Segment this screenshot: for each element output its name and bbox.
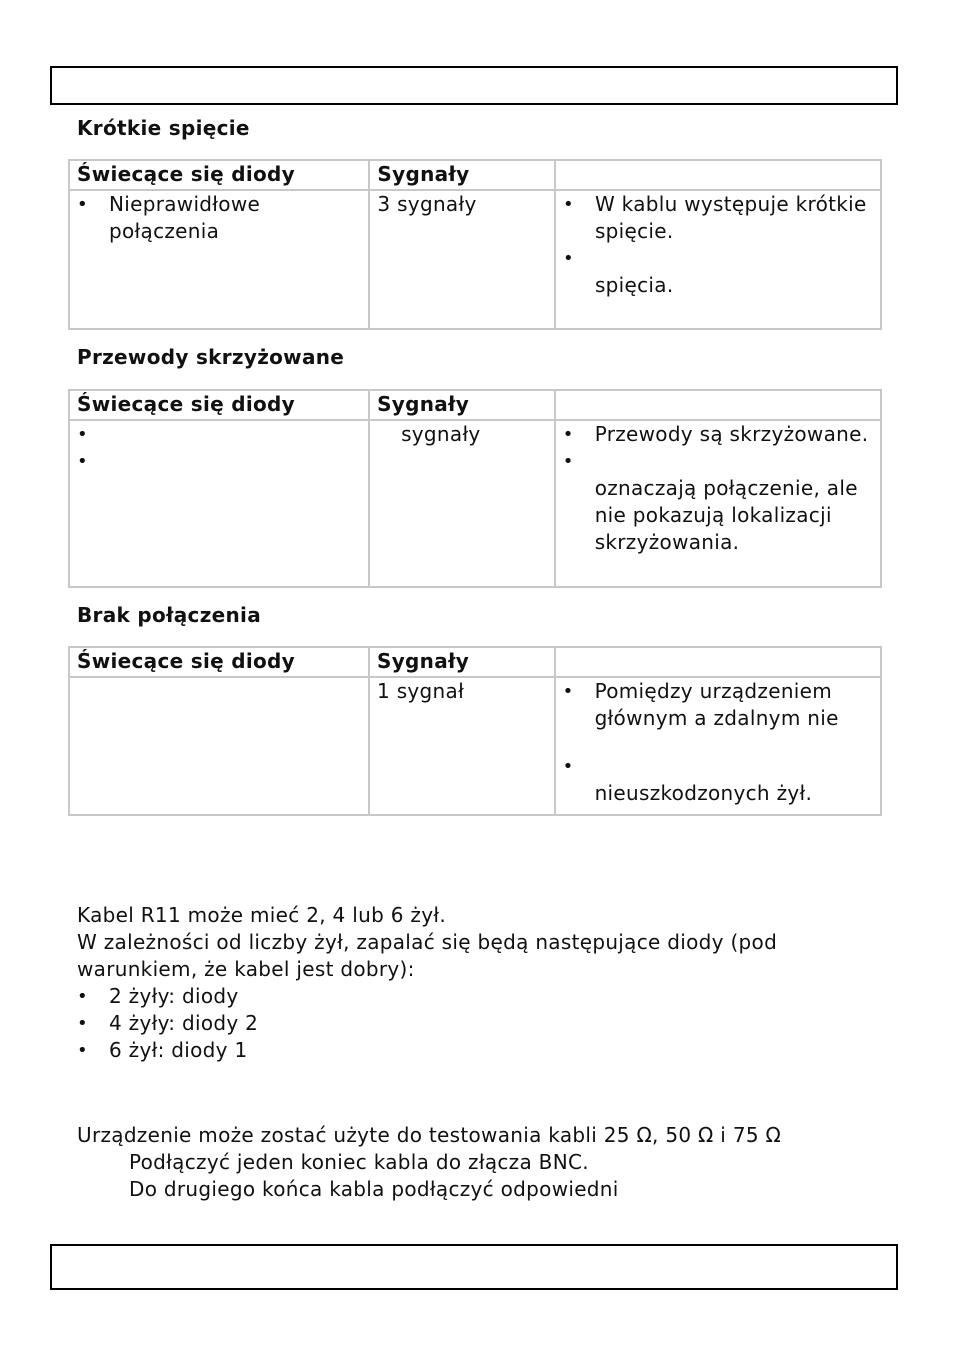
column-header-leds: Świecące się diody	[69, 647, 369, 677]
list-item: • 2 żyły: diody	[77, 983, 877, 1010]
section-title-no-connection: Brak połączenia	[77, 603, 261, 627]
signals-cell: 3 sygnały	[369, 190, 555, 329]
list-item: • 4 żyły: diody 2	[77, 1010, 877, 1037]
crossed-wires-table	[68, 389, 882, 588]
table-row	[69, 677, 881, 815]
info-cell	[555, 420, 881, 587]
bnc-line-1: Urządzenie może zostać użyte do testowania kabli 25 Ω, 50 Ω i 75 Ω	[77, 1123, 782, 1147]
table-header-row	[69, 160, 881, 190]
list-item	[563, 448, 880, 475]
leds-cell	[69, 677, 369, 815]
info-cell	[555, 190, 881, 329]
column-header-signals: Sygnały	[369, 390, 555, 420]
signals-cell: sygnały	[369, 420, 555, 587]
signals-cell: 1 sygnał	[369, 677, 555, 815]
list-item: • Nieprawidłowe połączenia	[77, 191, 368, 245]
list-item	[77, 448, 368, 475]
bnc-step-2: Do drugiego końca kabla podłączyć odpowiedni	[129, 1177, 619, 1201]
bnc-paragraph	[77, 1122, 897, 1203]
r11-paragraph	[77, 902, 877, 1064]
page-header-box	[50, 66, 898, 105]
column-header-signals: Sygnały	[369, 647, 555, 677]
info-text: nieuszkodzonych żył.	[594, 781, 813, 805]
column-header-info	[555, 390, 881, 420]
list-item: • 6 żył: diody 1	[77, 1037, 877, 1064]
leds-cell	[69, 190, 369, 329]
list-item: • Pomiędzy urządzeniem głównym a zdalnym nie	[563, 678, 880, 732]
table-row	[69, 190, 881, 329]
column-header-leds: Świecące się diody	[69, 160, 369, 190]
column-header-info	[555, 647, 881, 677]
info-text: spięcia.	[594, 273, 674, 297]
list-item: • W kablu występuje krótkie spięcie.	[563, 191, 880, 245]
bnc-step-1: Podłączyć jeden koniec kabla do złącza BNC.	[129, 1150, 589, 1174]
list-item	[563, 753, 880, 780]
column-header-leds: Świecące się diody	[69, 390, 369, 420]
table-row	[69, 420, 881, 587]
list-item: • Przewody są skrzyżowane.	[563, 421, 880, 448]
column-header-signals: Sygnały	[369, 160, 555, 190]
column-header-info	[555, 160, 881, 190]
info-text: oznaczają połączenie, ale nie pokazują lokalizacji skrzyżowania.	[594, 476, 858, 554]
list-item	[77, 421, 368, 448]
table-header-row	[69, 647, 881, 677]
r11-line-2: W zależności od liczby żył, zapalać się będą następujące diody (pod warunkiem, że kabel jest dobry):	[77, 930, 778, 981]
section-title-short-circuit: Krótkie spięcie	[77, 116, 250, 140]
info-cell	[555, 677, 881, 815]
page-footer-box	[50, 1244, 898, 1290]
leds-cell	[69, 420, 369, 587]
r11-line-1: Kabel R11 może mieć 2, 4 lub 6 żył.	[77, 903, 446, 927]
short-circuit-table	[68, 159, 882, 330]
section-title-crossed-wires: Przewody skrzyżowane	[77, 345, 345, 369]
table-header-row	[69, 390, 881, 420]
no-connection-table	[68, 646, 882, 816]
